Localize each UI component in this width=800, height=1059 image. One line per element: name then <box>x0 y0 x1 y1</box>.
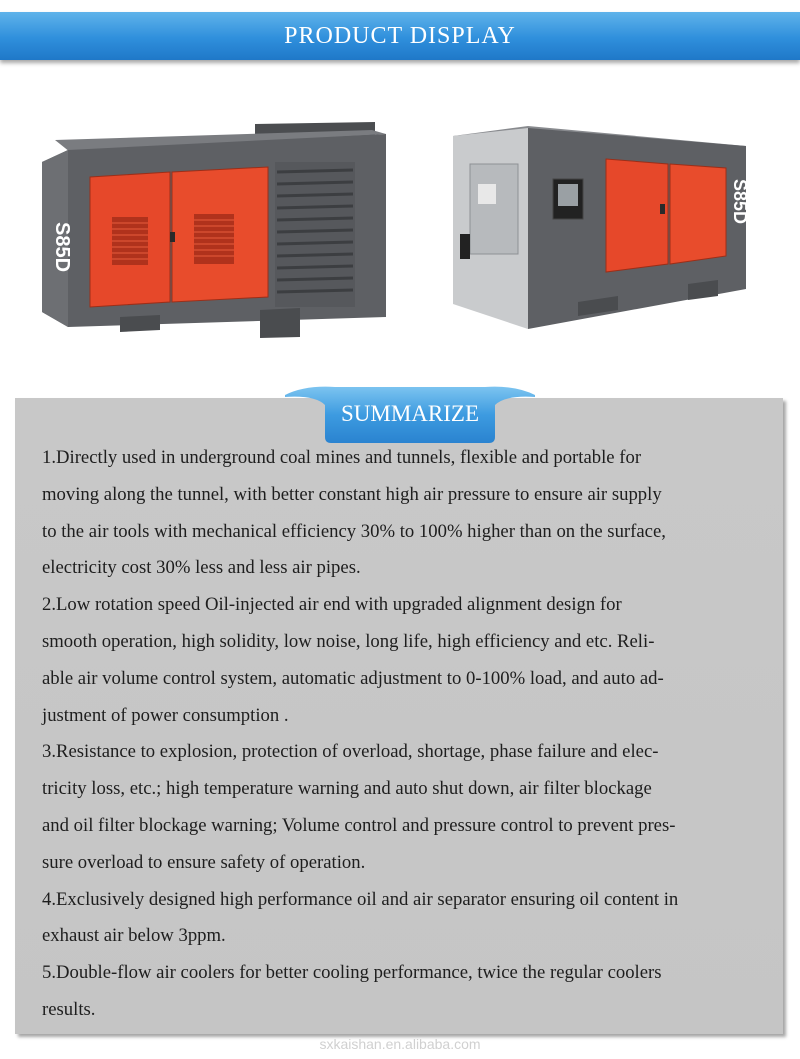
summary-point-3: 3.Resistance to explosion, protection of overload, shortage, phase failure and elec- tricity loss, etc.; high temperature warning and auto shut down, air filter blockage and oil filter blockage warning; Volume control and pressure control to prevent pres- sure overload to ensure safety of operation. <box>42 741 676 873</box>
summary-content <box>42 440 784 1029</box>
summarize-tab <box>285 385 535 443</box>
compressor-photo-right <box>448 124 758 334</box>
banner-title: PRODUCT DISPLAY <box>284 22 516 49</box>
summary-point-1: 1.Directly used in underground coal mines and tunnels, flexible and portable for moving along the tunnel, with better constant high air pressure to ensure air supply to the air tools with mechanical efficiency 30% to 100% higher than on the surface, electricity cost 30% less and less air pipes. <box>42 447 666 579</box>
model-label-left: S85D <box>51 222 73 273</box>
summary-point-5: 5.Double-flow air coolers for better cooling performance, twice the regular coolers results. <box>42 962 662 1020</box>
product-photos <box>0 100 800 350</box>
model-label-right: S85D <box>730 179 750 225</box>
summary-point-2: 2.Low rotation speed Oil-injected air end with upgraded alignment design for smooth operation, high solidity, low noise, long life, high efficiency and etc. Reli- able air volume control system, automatic adjustment to 0-100% load, and auto ad- justment of power consumption . <box>42 594 664 726</box>
product-display-banner <box>0 12 800 60</box>
watermark: sxkaishan.en.alibaba.com <box>319 1036 481 1052</box>
compressor-photo-left <box>30 122 390 342</box>
tab-label: SUMMARIZE <box>340 401 479 426</box>
summary-point-4: 4.Exclusively designed high performance oil and air separator ensuring oil content in exhaust air below 3ppm. <box>42 888 679 947</box>
